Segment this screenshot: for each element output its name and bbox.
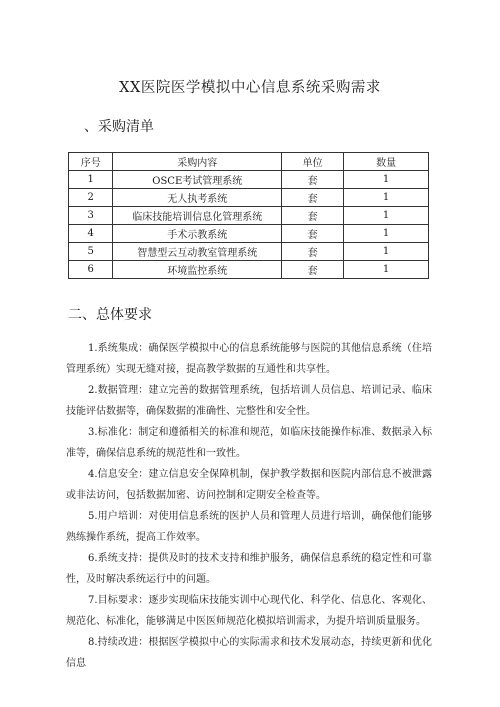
cell-unit: 套	[282, 261, 344, 279]
cell-unit: 套	[282, 207, 344, 225]
cell-content: 手术示教系统	[113, 225, 282, 243]
cell-content: 环境监控系统	[113, 261, 282, 279]
cell-index: 6	[69, 261, 113, 279]
table-header-row	[69, 153, 429, 171]
cell-content: 智慧型云互动教室管理系统	[113, 243, 282, 261]
cell-content: 临床技能培训信息化管理系统	[113, 207, 282, 225]
paragraph-system-integration: 1.系统集成：确保医学模拟中心的信息系统能够与医院的其他信息系统（住培管理系统）实现无缝对接，提高教学数据的互通性和共享性。	[66, 343, 432, 375]
column-header-unit: 单位	[282, 153, 344, 171]
paragraph-target-requirements: 7.目标要求：逐步实现临床技能实训中心现代化、科学化、信息化、客观化、规范化、标准化，能够满足中医医师规范化模拟培训需求，为提升培训质量服务。	[66, 595, 432, 627]
paragraph-information-security: 4.信息安全：建立信息安全保障机制，保护教学数据和医院内部信息不被泄露或非法访问，包括数据加密、访问控制和定期安全检查等。	[66, 469, 432, 501]
cell-index: 1	[69, 171, 113, 189]
column-header-content: 采购内容	[113, 153, 282, 171]
table-row	[69, 243, 429, 261]
paragraph-system-support: 6.系统支持：提供及时的技术支持和维护服务，确保信息系统的稳定性和可靠性，及时解决系统运行中的问题。	[66, 553, 432, 585]
cell-quantity: 1	[344, 171, 429, 189]
section-heading-general-requirements: 二、总体要求	[68, 307, 152, 323]
column-header-index: 序号	[69, 153, 113, 171]
paragraph-data-management: 2.数据管理：建立完善的数据管理系统，包括培训人员信息、培训记录、临床技能评估数据等，确保数据的准确性、完整性和安全性。	[66, 385, 432, 417]
paragraph-user-training: 5.用户培训：对使用信息系统的医护人员和管理人员进行培训，确保他们能够熟练操作系统，提高工作效率。	[66, 511, 432, 543]
cell-quantity: 1	[344, 207, 429, 225]
cell-quantity: 1	[344, 189, 429, 207]
cell-unit: 套	[282, 189, 344, 207]
table-row	[69, 189, 429, 207]
cell-unit: 套	[282, 225, 344, 243]
cell-index: 2	[69, 189, 113, 207]
cell-index: 3	[69, 207, 113, 225]
cell-unit: 套	[282, 171, 344, 189]
cell-content: OSCE考试管理系统	[113, 171, 282, 189]
paragraph-continuous-improvement: 8.持续改进：根据医学模拟中心的实际需求和技术发展动态，持续更新和优化信息	[66, 637, 432, 669]
cell-quantity: 1	[344, 243, 429, 261]
cell-index: 4	[69, 225, 113, 243]
table-row	[69, 225, 429, 243]
table-row	[69, 171, 429, 189]
document-title: XX医院医学模拟中心信息系统采购需求	[119, 80, 381, 96]
cell-quantity: 1	[344, 225, 429, 243]
table-row	[69, 261, 429, 279]
table-row	[69, 207, 429, 225]
procurement-table	[68, 152, 429, 279]
cell-index: 5	[69, 243, 113, 261]
requirements-body	[66, 338, 432, 674]
cell-content: 无人执考系统	[113, 189, 282, 207]
cell-unit: 套	[282, 243, 344, 261]
cell-quantity: 1	[344, 261, 429, 279]
section-heading-procurement-list: 、采购清单	[84, 119, 154, 135]
column-header-quantity: 数量	[344, 153, 429, 171]
paragraph-standardization: 3.标准化：制定和遵循相关的标准和规范，如临床技能操作标准、数据录入标准等，确保信息系统的规范性和一致性。	[66, 427, 432, 459]
